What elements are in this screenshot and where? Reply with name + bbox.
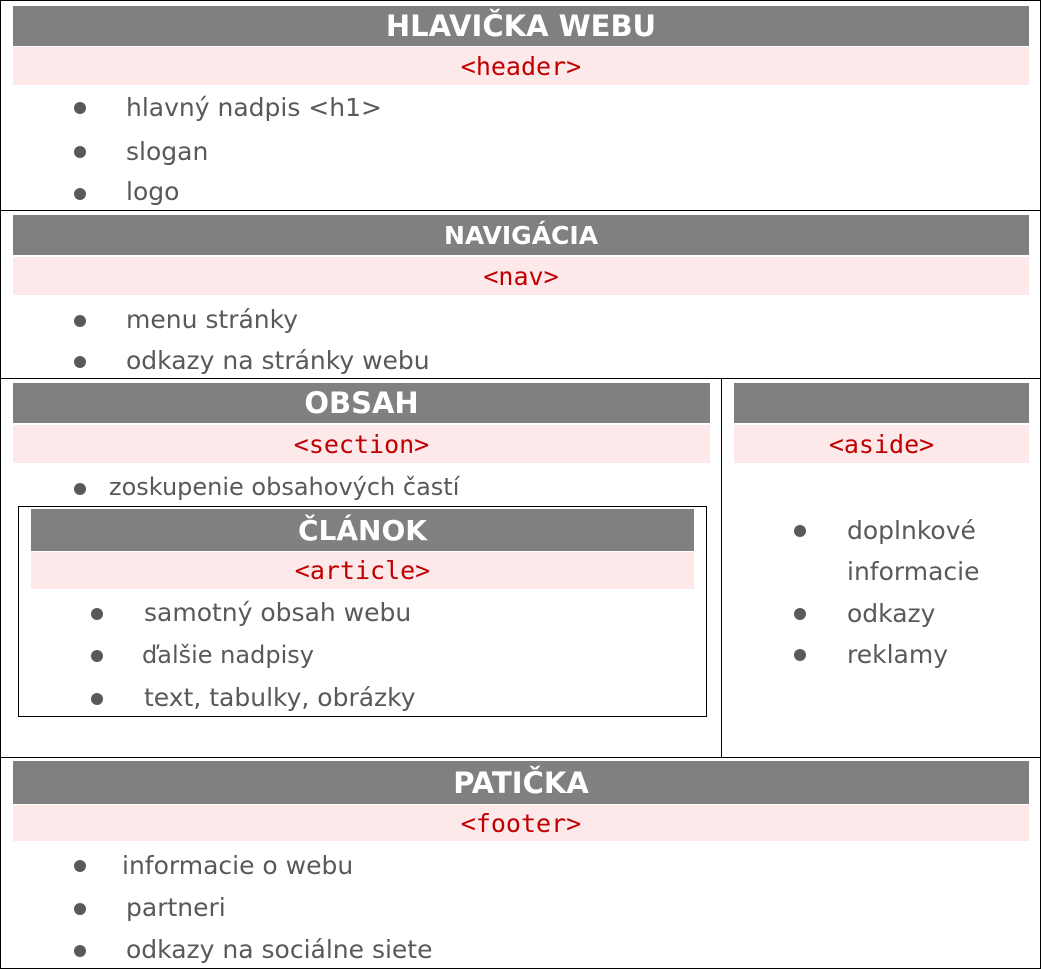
section-item-1: zoskupenie obsahových častí <box>109 473 460 501</box>
article-item-3: text, tabulky, obrázky <box>144 683 416 712</box>
header-title: HLAVIČKA WEBU <box>13 6 1029 46</box>
bullet-icon <box>74 860 86 872</box>
aside-title <box>734 383 1029 423</box>
header-item-1: hlavný nadpis <h1> <box>126 93 382 122</box>
bullet-icon <box>91 608 103 620</box>
article-title: ČLÁNOK <box>31 509 694 551</box>
footer-box <box>0 757 1041 969</box>
nav-item-1: menu stránky <box>126 305 299 334</box>
footer-item-2: partneri <box>126 893 226 922</box>
aside-item-3: reklamy <box>847 640 949 669</box>
bullet-icon <box>794 608 806 620</box>
aside-item-1: doplnkové <box>847 516 976 545</box>
bullet-icon <box>74 483 86 495</box>
aside-box <box>721 378 1041 758</box>
section-box <box>0 378 723 758</box>
article-box <box>18 506 707 717</box>
article-item-1: samotný obsah webu <box>144 598 412 627</box>
nav-box <box>0 210 1041 380</box>
article-item-2: ďalšie nadpisy <box>142 641 314 669</box>
bullet-icon <box>74 945 86 957</box>
bullet-icon <box>74 903 86 915</box>
aside-tag: <aside> <box>734 425 1029 463</box>
header-item-3: logo <box>126 177 180 206</box>
bullet-icon <box>794 649 806 661</box>
nav-item-2: odkazy na stránky webu <box>126 346 430 375</box>
footer-item-1: informacie o webu <box>122 851 354 880</box>
bullet-icon <box>74 102 86 114</box>
footer-tag: <footer> <box>13 805 1029 841</box>
aside-item-1b: informacie <box>847 557 980 586</box>
aside-item-2: odkazy <box>847 599 936 628</box>
bullet-icon <box>74 356 86 368</box>
header-tag: <header> <box>13 47 1029 85</box>
section-title: OBSAH <box>13 383 710 423</box>
bullet-icon <box>74 315 86 327</box>
header-item-2: slogan <box>126 137 209 166</box>
header-box <box>0 0 1041 212</box>
footer-item-3: odkazy na sociálne siete <box>126 935 433 964</box>
bullet-icon <box>794 525 806 537</box>
bullet-icon <box>74 188 86 200</box>
section-tag: <section> <box>13 425 710 463</box>
nav-tag: <nav> <box>13 257 1029 295</box>
footer-title: PATIČKA <box>13 761 1029 804</box>
nav-title: NAVIGÁCIA <box>13 215 1029 255</box>
bullet-icon <box>74 146 86 158</box>
bullet-icon <box>91 693 103 705</box>
bullet-icon <box>91 650 103 662</box>
article-tag: <article> <box>31 552 694 589</box>
